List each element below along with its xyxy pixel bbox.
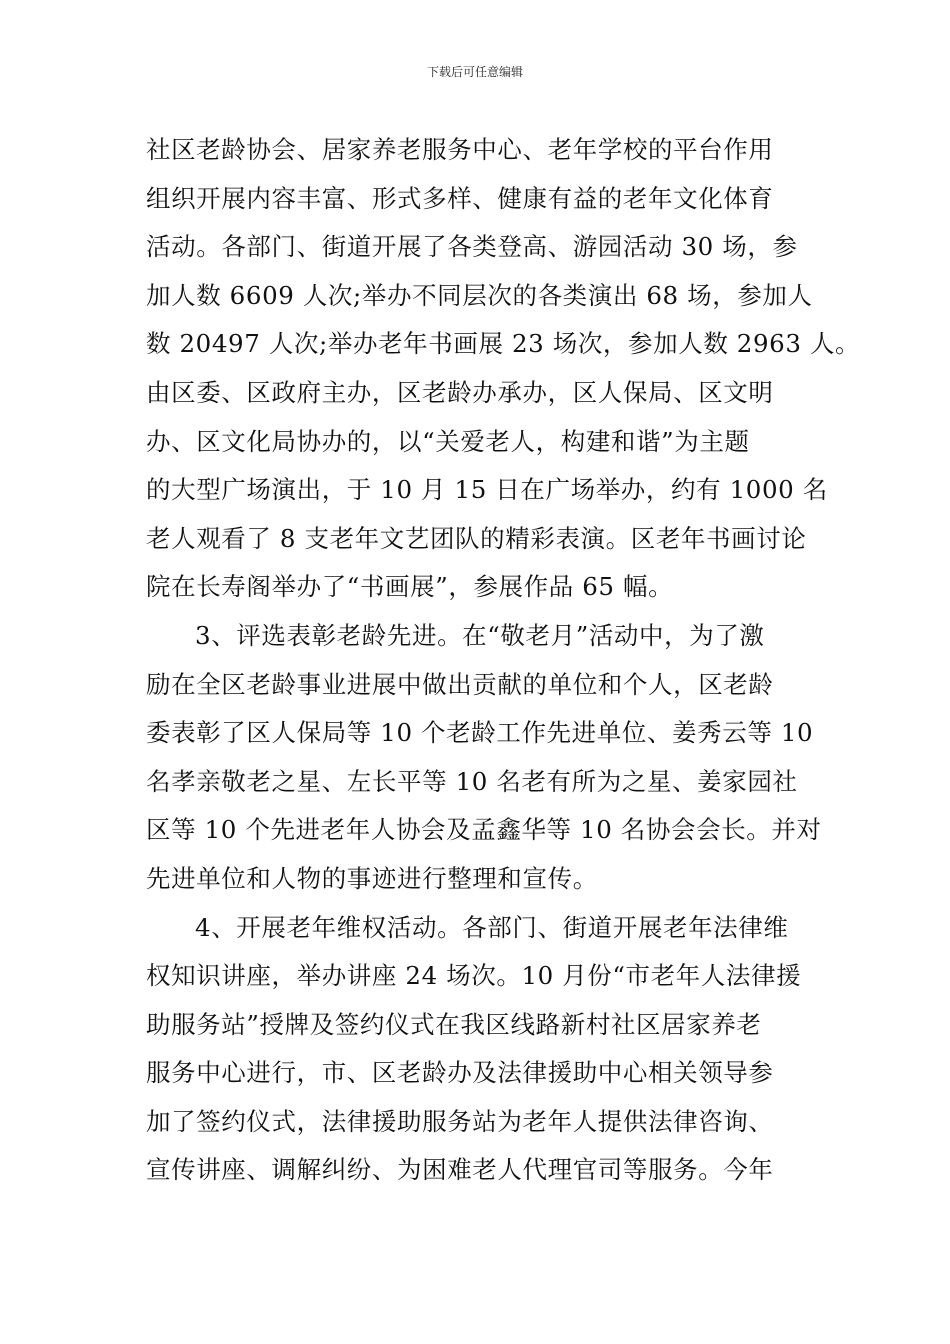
text-line: 权知识讲座，举办讲座 24 场次。10 月份“市老年人法律援: [146, 961, 802, 991]
text-line: 社区老龄协会、居家养老服务中心、老年学校的平台作用: [146, 135, 774, 164]
text-line: 组织开展内容丰富、形式多样、健康有益的老年文化体育: [146, 183, 774, 213]
text-line: 院在长寿阁举办了“书画展”，参展作品 65 幅。: [146, 572, 674, 602]
text-line: 委表彰了区人保局等 10 个老龄工作先进单位、姜秀云等 10: [146, 718, 814, 748]
text-line: 的大型广场演出，于 10 月 15 日在广场举办，约有 1000 名: [146, 475, 828, 505]
text-line: 由区委、区政府主办，区老龄办承办，区人保局、区文明: [146, 377, 774, 407]
text-line: 宣传讲座、调解纠纷、为困难老人代理官司等服务。今年: [146, 1155, 774, 1185]
page-header: 下载后可任意编辑: [426, 65, 523, 79]
text-line: 数 20497 人次;举办老年书画展 23 场次，参加人数 2963 人。: [146, 329, 861, 359]
text-line: 名孝亲敬老之星、左长平等 10 名老有所为之星、姜家园社: [146, 766, 798, 796]
text-line: 活动。各部门、街道开展了各类登高、游园活动 30 场，参: [146, 232, 798, 262]
text-line: 加了签约仪式，法律援助服务站为老年人提供法律咨询、: [146, 1106, 774, 1136]
document-body: [146, 126, 861, 1195]
text-line: 服务中心进行，市、区老龄办及法律援助中心相关领导参: [146, 1058, 774, 1088]
paragraph-3-first-line: 3、评选表彰老龄先进。在“敬老月”活动中，为了激: [195, 620, 765, 650]
paragraph-4-first-line: 4、开展老年维权活动。各部门、街道开展老年法律维: [195, 912, 789, 942]
text-line: 励在全区老龄事业进展中做出贡献的单位和个人，区老龄: [146, 669, 774, 699]
text-line: 办、区文化局协办的，以“关爱老人，构建和谐”为主题: [146, 426, 750, 456]
text-line: 老人观看了 8 支老年文艺团队的精彩表演。区老年书画讨论: [146, 523, 807, 553]
text-line: 区等 10 个先进老年人协会及孟鑫华等 10 名协会会长。并对: [146, 815, 822, 845]
text-line: 先进单位和人物的事迹进行整理和宣传。: [146, 863, 598, 893]
text-line: 助服务站”授牌及签约仪式在我区线路新村社区居家养老: [146, 1009, 762, 1039]
text-line: 加人数 6609 人次;举办不同层次的各类演出 68 场，参加人: [146, 280, 813, 310]
